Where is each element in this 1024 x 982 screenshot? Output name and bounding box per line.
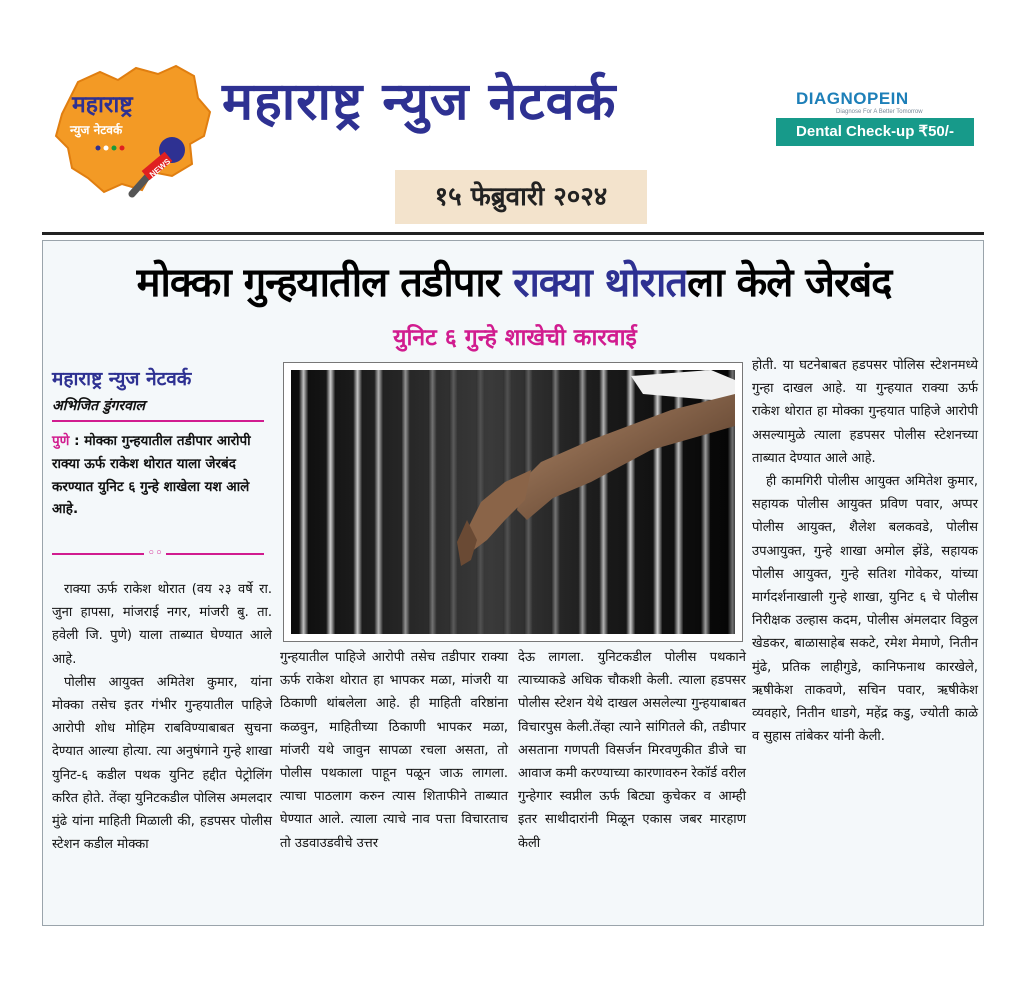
prison-bar [326,370,335,634]
column-4-paragraph-1: होती. या घटनेबाबत हडपसर पोलिस स्टेशनमध्ये गुन्हा दाखल आहे. या गुन्हयात राक्या ऊर्फ राकेश थोरात हा मोक्का गुन्हयात पाहिजे आरोपी असल्यामुळे त्याला हडपसर पोलीस स्टेशनच्या ताब्यात देण्यात आले आहे. [752,358,978,466]
ad-tagline: Diagnose For A Better Tomorrow [836,109,923,115]
logo-title: महाराष्ट्र [72,91,133,118]
prison-bar [299,370,308,634]
headline-name: राक्या थोरात [513,260,688,306]
article-column-2 [280,646,508,914]
article-photo-frame [283,362,743,642]
article-column-1 [52,578,272,914]
prison-bar [626,370,635,634]
ad-brand: DIAGNOPEIN [796,89,909,108]
article-column-4 [752,354,978,916]
prison-bar [551,370,560,634]
article-headline [50,248,978,318]
divider-ornament-icon: ◦◦ [144,547,166,561]
byline-organization: महाराष्ट्र न्युज नेटवर्क [52,368,192,390]
prison-bar [374,370,383,634]
column-4-paragraph-2: ही कामगिरी पोलीस आयुक्त अमितेश कुमार, सहायक पोलीस आयुक्त प्रविण पवार, अप्पर पोलीस आयुक्त, शैलेश बलकवडे, पोलीस उपआयुक्त, गुन्हे शाखा अमोल झेंडे, सहायक पोलीस आयुक्त, गुन्हे सतिश गोवेकर, यांच्या मार्गदर्शनाखाली गुन्हे शाखा, युनिट ६ चे पोलीस निरीक्षक उल्हास कदम, पोलीस अंमलदार विठ्ठल खेडकर, बाळासाहेब सकटे, रमेश मेमाणे, नितीन मुंढे, प्रतिक लाहीगुडे, कानिफनाथ कारखेले, ऋषीकेश ताकवणे, सचिन पवार, ऋषीकेश व्यवहारे, नितीन धाडगे, महेंद्र कडु, ज्योती काळे व सुहास तांबेकर यांनी केली. [752,474,978,745]
column-2-text: गुन्हयातील पाहिजे आरोपी तसेच तडीपार राक्या ऊर्फ राकेश थोरात हा भापकर मळा, मांजरी या ठिकाणी थांबलेला आहे. ही माहिती वरिष्ठांना कळवुन, माहितीच्या ठिकाणी भापकर मळा, मांजरी यथे जावुन सापळा रचला असता, तो पोलीस पथकाला पाहून पळून जाऊ लागला. त्याचा पाठलाग करुन त्यास शिताफीने ताब्यात घेण्यात आले. त्याला त्याचे नाव पत्ता विचारताच तो उडवाउडवीचे उत्तर [280,650,508,851]
masthead-title: महाराष्ट्र न्युज नेटवर्क [222,71,617,132]
prison-bars-photo [291,370,735,634]
column-3-text: देऊ लागला. युनिटकडील पोलीस पथकाने त्याच्याकडे अधिक चौकशी केली. त्याला हडपसर पोलीस स्टेशन येथे दाखल असलेल्या गुन्हयाबाबत विचारपुस केली.तेंव्हा त्याने सांगितले की, तडीपार असताना गणपती विसर्जन मिरवणुकीत डीजे चा आवाज कमी करण्याच्या कारणावरुन रेकॉर्ड वरील गुन्हेगार स्वप्नील ऊर्फ बिट्या कुचेकर व आम्ही इतर साथीदारांनी मिळून एकास जबर मारहाण केली [518,650,746,851]
headline-part1: मोक्का गुन्हयातील तडीपार [136,260,514,306]
headline-part2: ला केले जेरबंद [687,260,892,306]
prison-bar [653,370,662,634]
article-subheadline: युनिट ६ गुन्हे शाखेची कारवाई [393,325,637,351]
prison-bar [578,370,587,634]
column-1-paragraph-1: राक्या ऊर्फ राकेश थोरात (वय २३ वर्षे रा. जुना हापसा, मांजराई नगर, मांजरी बु. ता. हवेली जि. पुणे) याला ताब्यात घेण्यात आले आहे. [52,582,272,667]
lead-text: : मोक्का गुन्हयातील तडीपार आरोपी राक्या ऊर्फ राकेश थोरात याला जेरबंद करण्यात युनिट ६ गुन्हे शाखेला यश आले आहे. [52,433,251,518]
article-column-3 [518,646,746,914]
prison-bar [401,370,410,634]
ad-offer: Dental Check-up ₹50/- [776,118,974,146]
byline-rule [52,420,264,422]
prison-bar [599,370,608,634]
prison-bar [353,370,362,634]
logo-subtitle: न्युज नेटवर्क [70,123,123,137]
masthead-rule [42,232,984,235]
prison-bar [428,370,437,634]
column-1-paragraph-2: पोलीस आयुक्त अमितेश कुमार, यांना मोक्का तसेच इतर गंभीर गुन्हयातील पाहिजे आरोपी शोध मोहिम राबविण्याबाबत सुचना देण्यात आल्या होत्या. त्या अनुषंगाने गुन्हे शाखा युनिट-६ कडील पथक युनिट हद्दीत पेट्रोलिंग करित होते. तेंव्हा युनिटकडील पोलिस अमलदार मुंढे यांना माहिती मिळाली की, हडपसर पोलीस स्टेशन कडील मोक्का [52,674,272,853]
maharashtra-map-logo [48,52,218,202]
dental-ad[interactable] [776,88,974,148]
prison-bar [449,370,458,634]
byline-author: अभिजित डुंगरवाल [52,398,146,414]
news-badge: NEWS [147,156,173,180]
lead-paragraph [52,430,270,544]
publication-date: १५ फेब्रुवारी २०२४ [395,170,647,224]
lead-dateline: पुणे [52,433,70,449]
